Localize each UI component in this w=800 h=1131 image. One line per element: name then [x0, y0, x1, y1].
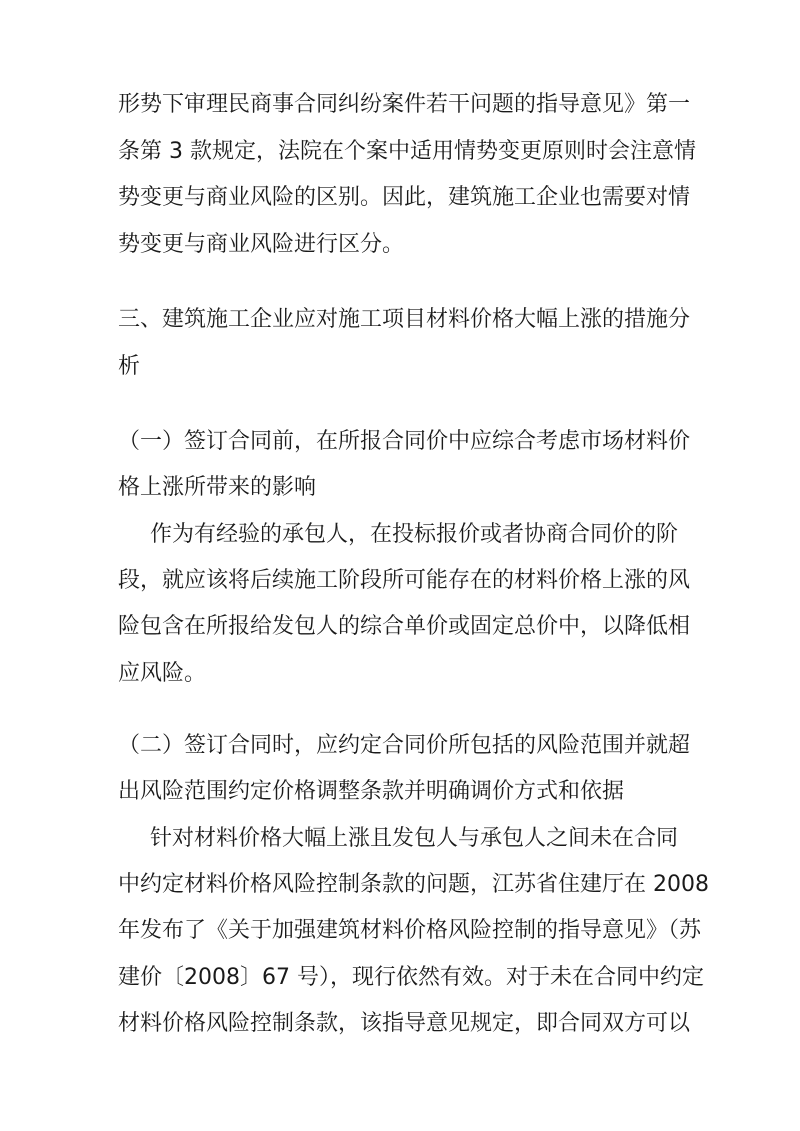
- paragraph-line: 针对材料价格大幅上涨且发包人与承包人之间未在合同: [150, 826, 679, 851]
- paragraph-line: 中约定材料价格风险控制条款的问题，江苏省住建厅在 2008: [118, 872, 709, 897]
- paragraph-line: 形势下审理民商事合同纠纷案件若干问题的指导意见》第一: [118, 92, 691, 117]
- paragraph-line: 材料价格风险控制条款，该指导意见规定，即合同双方可以: [118, 1011, 691, 1036]
- subheading-line: （一）签订合同前，在所报合同价中应综合考虑市场材料价: [118, 429, 691, 454]
- section-heading-line: 三、建筑施工企业应对施工项目材料价格大幅上涨的措施分: [118, 307, 691, 332]
- paragraph-line: 势变更与商业风险进行区分。: [118, 232, 405, 257]
- paragraph-line: 段，就应该将后续施工阶段所可能存在的材料价格上涨的风: [118, 568, 691, 593]
- paragraph-line: 应风险。: [118, 661, 207, 686]
- paragraph-line: 势变更与商业风险的区别。因此，建筑施工企业也需要对情: [118, 185, 691, 210]
- paragraph-line: 条第 3 款规定，法院在个案中适用情势变更原则时会注意情: [118, 139, 696, 164]
- paragraph-line: 建价〔2008〕67 号），现行依然有效。对于未在合同中约定: [118, 965, 704, 990]
- subheading-line: （二）签订合同时，应约定合同价所包括的风险范围并就超: [118, 733, 691, 758]
- paragraph-line: 年发布了《关于加强建筑材料价格风险控制的指导意见》（苏: [118, 918, 702, 943]
- section-heading-line: 析: [118, 354, 141, 379]
- paragraph-line: 险包含在所报给发包人的综合单价或固定总价中，以降低相: [118, 614, 691, 639]
- subheading-line: 出风险范围约定价格调整条款并明确调价方式和依据: [118, 779, 625, 804]
- paragraph-line: 作为有经验的承包人，在投标报价或者协商合同价的阶: [150, 522, 679, 547]
- subheading-line: 格上涨所带来的影响: [118, 475, 317, 500]
